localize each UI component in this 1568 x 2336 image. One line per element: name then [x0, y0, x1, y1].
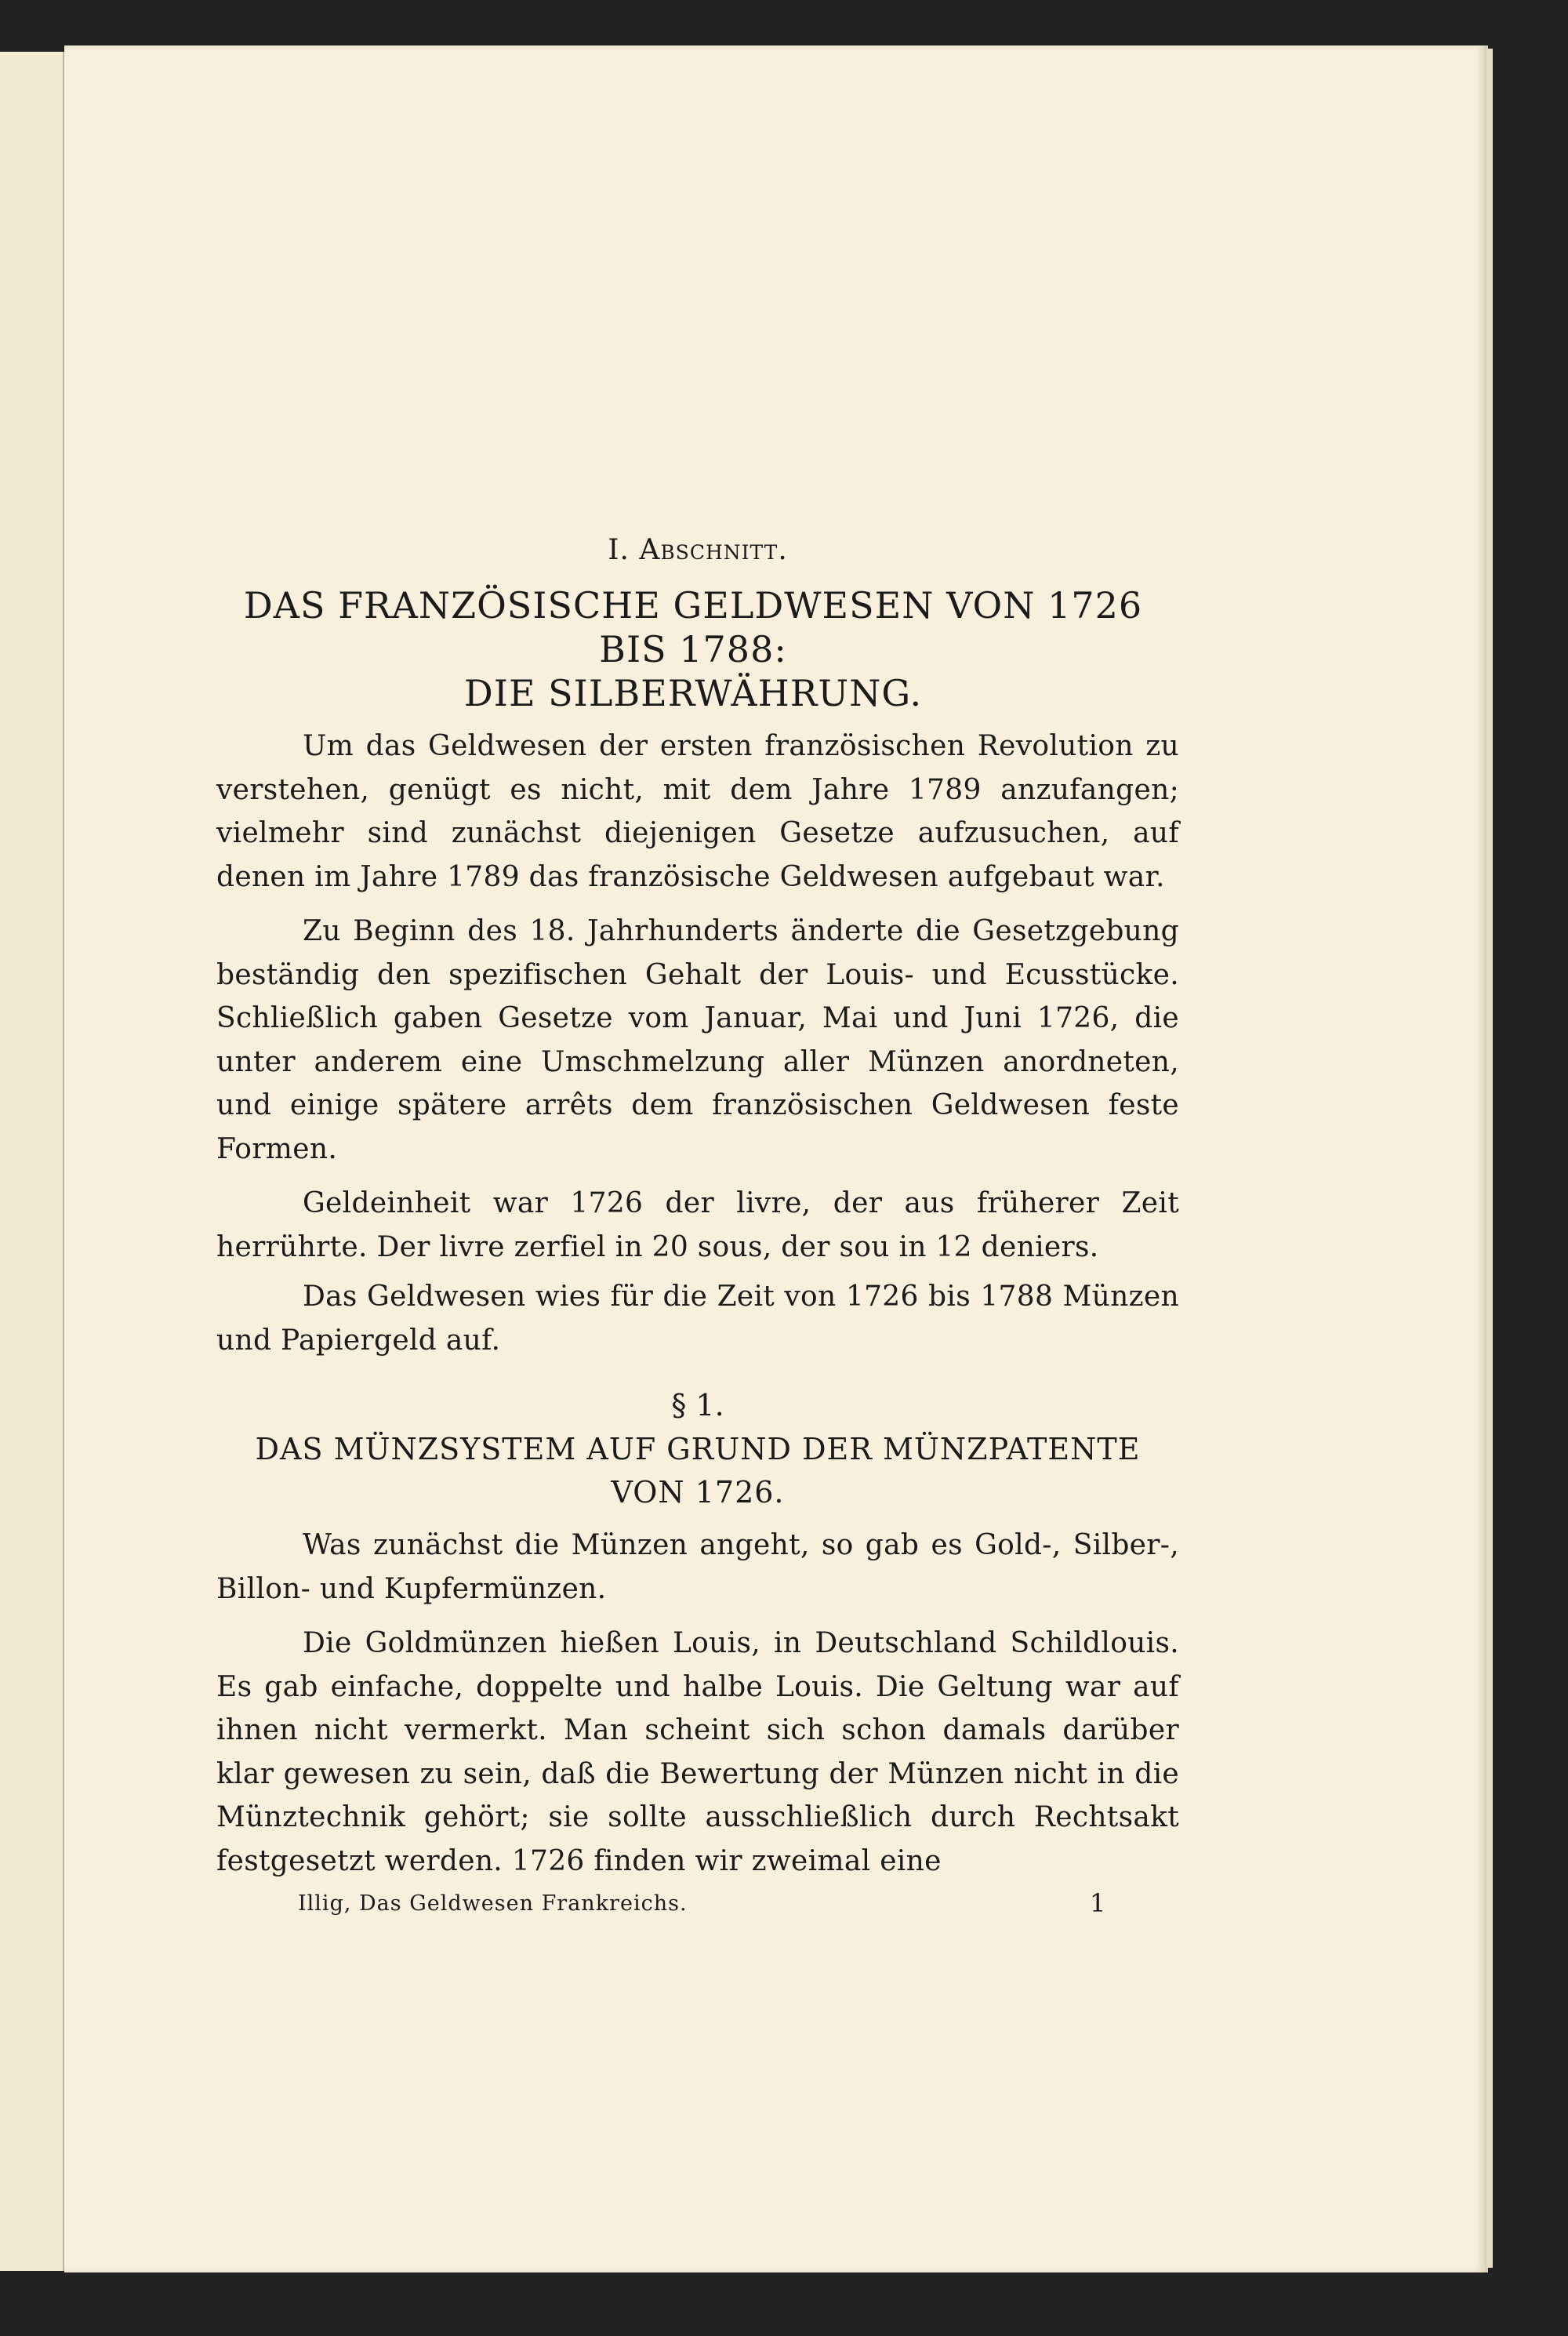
section-number: § 1. [671, 1388, 724, 1422]
section-title-line: VON 1726. [611, 1475, 785, 1509]
paragraph: Zu Beginn des 18. Jahrhunderts änderte die Gesetzgebung beständig den spezifischen Gehalt der Louis- und Ecusstücke. Schließlich gaben Gesetze vom Januar, Mai und Juni 1726, die unter anderem eine Umschmelzung aller Münzen anordneten, und einige spätere arrêts dem französischen Geldwesen feste Formen. [216, 915, 1179, 1165]
printer-signature: Illig, Das Geldwesen Frankreichs. [298, 1891, 688, 1916]
previous-page-edge [0, 52, 65, 2271]
paragraph: Geldeinheit war 1726 der livre, der aus früherer Zeit herrührte. Der livre zerfiel in 20 sous, der sou in 12 deniers. [216, 1187, 1179, 1263]
chapter-title-line: DIE SILBERWÄHRUNG. [463, 672, 923, 714]
chapter-title [207, 583, 1179, 715]
chapter-title-line: DAS FRANZÖSISCHE GELDWESEN VON 1726 [243, 584, 1143, 627]
paragraph: Das Geldwesen wies für die Zeit von 1726 bis 1788 Münzen und Papiergeld auf. [216, 1281, 1179, 1357]
paragraph: Was zunächst die Münzen angeht, so gab es Gold-, Silber-, Billon- und Kupfermünzen. [216, 1529, 1179, 1605]
page-stack-edge [1486, 49, 1493, 2268]
section-title-line: DAS MÜNZSYSTEM AUF GRUND DER MÜNZPATENTE [255, 1432, 1141, 1466]
chapter-title-line: BIS 1788: [599, 628, 787, 670]
paragraph: Um das Geldwesen der ersten französischen Revolution zu verstehen, genügt es nicht, mit dem Jahre 1789 anzufangen; vielmehr sind zunächst diejenigen Gesetze aufzusuchen, auf denen im Jahre 1789 das französische Geldwesen aufgebaut war. [216, 730, 1179, 893]
section-title [216, 1428, 1179, 1514]
section-label: I. Abschnitt. [608, 534, 788, 566]
page-number: 1 [1090, 1888, 1106, 1918]
page-text [216, 533, 1179, 1883]
paragraph: Die Goldmünzen hießen Louis, in Deutschland Schildlouis. Es gab einfache, doppelte und halbe Louis. Die Geltung war auf ihnen nicht vermerkt. Man scheint sich schon damals darüber klar gewesen zu sein, daß die Bewertung der Münzen nicht in die Münztechnik gehört; sie sollte ausschließlich durch Rechtsakt festgesetzt werden. 1726 finden wir zweimal eine [216, 1627, 1179, 1877]
